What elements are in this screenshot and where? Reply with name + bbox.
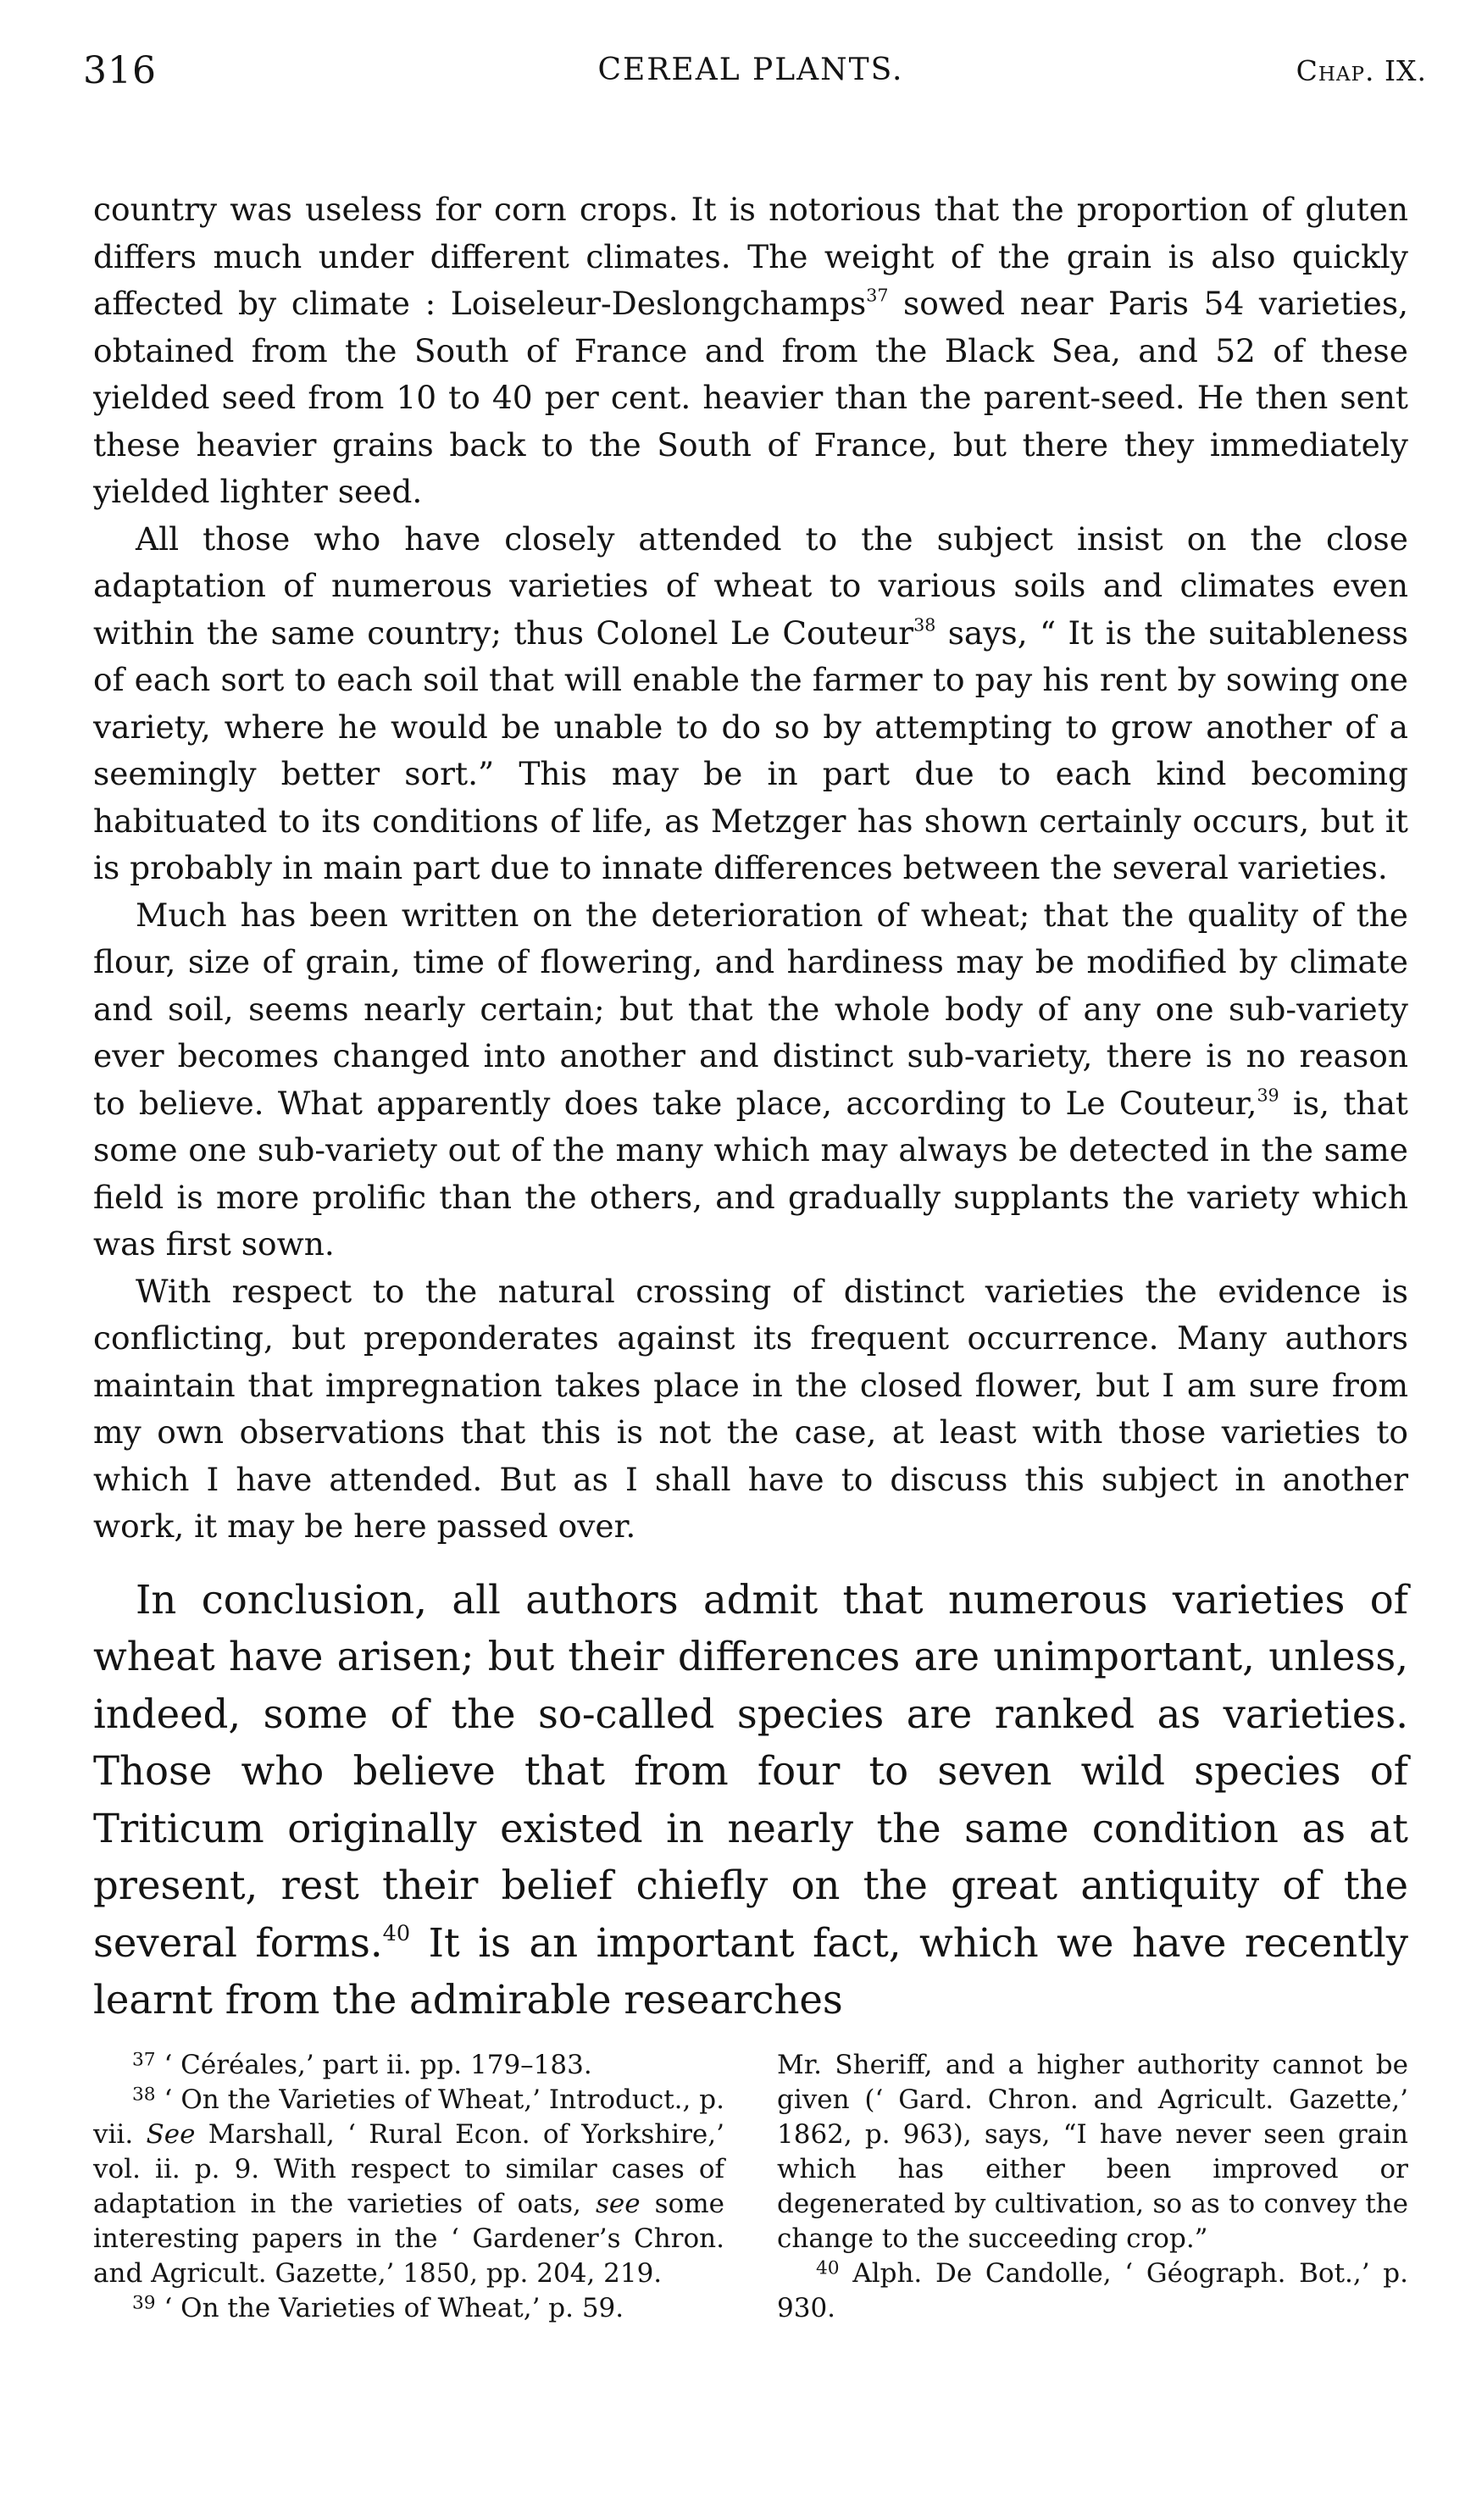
footnote-38-see-2: see: [595, 2188, 641, 2219]
paragraph-2: [93, 516, 1408, 892]
footnote-ref-38: 38: [913, 614, 936, 636]
paragraph-1: [93, 186, 1408, 516]
paragraph-3-part-a: Much has been written on the deterioration of wheat; that the quality of the flour, size of grain, time of flowering, and hardiness may be modified by climate and soil, seems nearly certain; but that the whole body of any one sub-variety ever becomes changed into another and distinct sub-variety, there is no reason to believe. What apparently does take place, according to Le Couteur,: [93, 896, 1408, 1122]
footnotes: [93, 2048, 1408, 2326]
footnote-38-continuation: Mr. Sheriff, and a higher authority cannot be given (‘ Gard. Chron. and Agricult. Gazette,’ 1862, p. 963), says, “I have never seen grain which has either been improved or degenerated by cultivation, so as to convey the change to the succeeding crop.”: [777, 2049, 1408, 2254]
paragraph-4: With respect to the natural crossing of distinct varieties the evidence is conflicting, but preponderates against its frequent occurrence. Many authors maintain that impregnation takes place in the closed flower, but I am sure from my own observations that this is not the case, at least with those varieties to which I have attended. But as I shall have to discuss this subject in another work, it may be here passed over.: [93, 1272, 1408, 1545]
footnotes-left-column: [93, 2048, 724, 2326]
footnote-40-text: Alph. De Candolle, ‘ Géograph. Bot.,’ p. 930.: [777, 2257, 1408, 2323]
chapter-label: Chap. IX.: [1296, 54, 1427, 87]
running-title: CEREAL PLANTS.: [597, 53, 904, 87]
book-page: [83, 44, 1427, 2326]
footnote-ref-37: 37: [866, 285, 889, 306]
footnote-40-number: 40: [816, 2256, 840, 2279]
footnote-37: [93, 2048, 724, 2083]
footnote-38-text-c: some interesting papers in the ‘ Gardener’s Chron. and Agricult. Gazette,’ 1850, pp. 204, 219.: [93, 2188, 724, 2289]
paragraph-5-part-b: It is an important fact, which we have recently learnt from the admirable researches: [93, 1919, 1408, 2023]
footnote-38-text-a: ‘ On the Varieties of Wheat,’ Introduct., p. vii.: [93, 2084, 724, 2150]
footnote-39: [93, 2291, 724, 2326]
paragraph-5-part-a: In conclusion, all authors admit that numerous varieties of wheat have arisen; but their differences are unimportant, unless, indeed, some of the so-called species are ranked as varieties. Those who believe that from four to seven wild species of Triticum originally existed in nearly the same condition as at present, rest their belief chiefly on the great antiquity of the several forms.: [93, 1576, 1408, 1966]
paragraph-1-part-b: sowed near Paris 54 varieties, obtained from the South of France and from the Black Sea, and 52 of these yielded seed from 10 to 40 per cent. heavier than the parent-seed. He then sent these heavier grains back to the South of France, but there they immediately yielded lighter seed.: [93, 285, 1408, 510]
paragraph-5: [93, 1572, 1408, 2029]
footnote-ref-40: 40: [382, 1920, 411, 1946]
paragraph-2-part-b: says, “ It is the suitableness of each sort to each soil that will enable the farmer to pay his rent by sowing one variety, where he would be unable to do so by attempting to grow another of a seemingly better sort.” This may be in part due to each kind becoming habituated to its conditions of life, as Metzger has shown certainly occurs, but it is probably in main part due to innate differences between the several varieties.: [93, 613, 1408, 886]
footnote-38-text-b: Marshall, ‘ Rural Econ. of Yorkshire,’ vol. ii. p. 9. With respect to similar cases of adaptation in the varieties of oats,: [93, 2118, 724, 2219]
footnotes-right-column: [777, 2048, 1408, 2326]
footnote-38-number: 38: [132, 2083, 156, 2105]
footnote-39-text: ‘ On the Varieties of Wheat,’ p. 59.: [155, 2292, 624, 2323]
footnote-ref-39: 39: [1257, 1085, 1279, 1106]
page-header: [83, 44, 1427, 98]
paragraph-2-part-a: All those who have closely attended to the subject insist on the close adaptation of numerous varieties of wheat to various soils and climates even within the same country; thus Colonel Le Couteur: [93, 519, 1408, 652]
paragraph-3-part-b: is, that some one sub-variety out of the many which may always be detected in the same field is more prolific than the others, and gradually supplants the variety which was first sown.: [93, 1084, 1408, 1263]
footnote-37-number: 37: [132, 2048, 156, 2070]
page-number: 316: [83, 49, 157, 92]
main-text: [93, 186, 1408, 1551]
footnote-38: [93, 2083, 724, 2291]
conclusion-text: [93, 1572, 1408, 2029]
footnote-39-number: 39: [132, 2291, 156, 2313]
paragraph-1-part-a: country was useless for corn crops. It is notorious that the proportion of gluten differs much under different climates. The weight of the grain is also quickly affected by climate : Loiseleur-Deslongchamps: [93, 191, 1408, 322]
paragraph-3: [93, 892, 1408, 1268]
footnote-40: [777, 2256, 1408, 2326]
footnote-37-text: ‘ Céréales,’ part ii. pp. 179–183.: [155, 2049, 592, 2080]
footnote-38-see-1: See: [146, 2118, 196, 2150]
